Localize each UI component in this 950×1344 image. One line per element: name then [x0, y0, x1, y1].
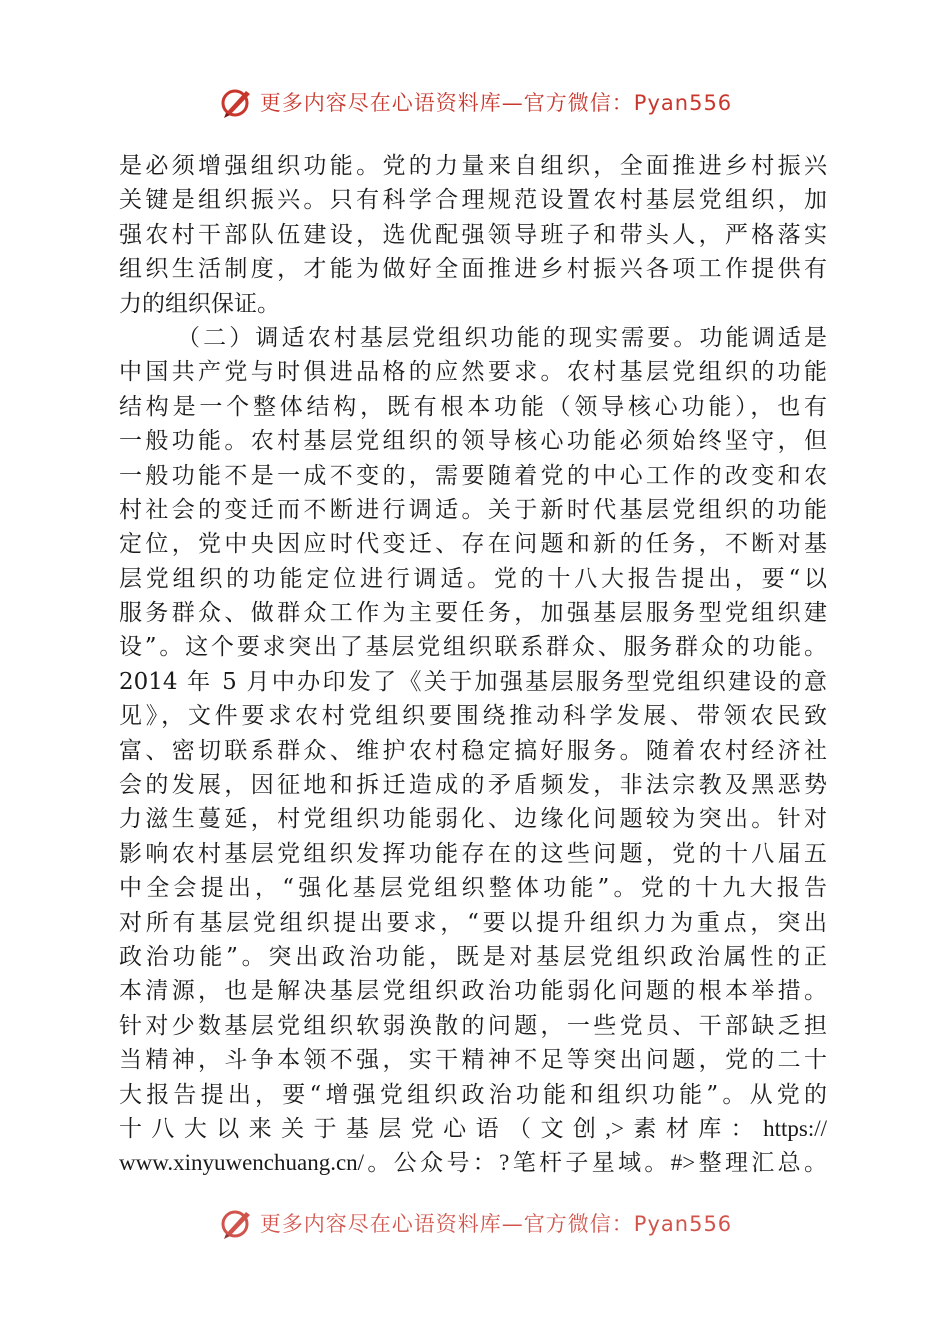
text-line: 力滋生蔓延，村党组织功能弱化、边缘化问题较为突出。针对 [119, 806, 827, 833]
pen-logo-icon [218, 1206, 254, 1240]
text-line: 村社会的变迁而不断进行调适。关于新时代基层党组织的功能 [119, 496, 827, 523]
text-line: 2014 年 5 月中办印发了《关于加强基层服务型党组织建设的意 [119, 668, 827, 695]
text-line: 关键是组织振兴。只有科学合理规范设置农村基层党组织，加 [119, 187, 827, 214]
header-banner [0, 82, 950, 122]
text-line: 结构是一个整体结构，既有根本功能（领导核心功能），也有 [119, 393, 827, 420]
text-line: 力的组织保证。 [119, 290, 280, 317]
text-line: 组织生活制度，才能为做好全面推进乡村振兴各项工作提供有 [119, 256, 827, 283]
text-line: 十八大以来关于基层党心语（文创,>素材库：https:// [119, 1115, 827, 1141]
text-line: 影响农村基层党组织发挥功能存在的这些问题，党的十八届五 [119, 840, 827, 867]
text-line: 强农村干部队伍建设，选优配强领导班子和带头人，严格落实 [119, 221, 827, 248]
text-line: 针对少数基层党组织软弱涣散的问题，一些党员、干部缺乏担 [119, 1012, 827, 1039]
text-line: 会的发展，因征地和拆迁造成的矛盾频发，非法宗教及黑恶势 [119, 772, 827, 799]
footer-banner [0, 1203, 950, 1243]
text-line: 一般功能。农村基层党组织的领导核心功能必须始终坚守，但 [119, 428, 827, 455]
text-line: 设”。这个要求突出了基层党组织联系群众、服务群众的功能。 [119, 634, 827, 661]
text-line: 富、密切联系群众、维护农村稳定搞好服务。随着农村经济社 [119, 737, 827, 764]
text-line: 中全会提出，“强化基层党组织整体功能”。党的十九大报告 [119, 875, 827, 902]
header-banner-text: 更多内容尽在心语资料库—官方微信：Pyan556 [259, 91, 733, 115]
text-line: www.xinyuwenchuang.cn/。公众号：?笔杆子星域。#>整理汇总。 [119, 1150, 827, 1176]
text-line: 一般功能不是一成不变的，需要随着党的中心工作的改变和农 [119, 462, 827, 489]
text-line: 层党组织的功能定位进行调适。党的十八大报告提出，要“以 [119, 565, 827, 592]
text-line: 服务群众、做群众工作为主要任务，加强基层服务型党组织建 [119, 600, 827, 627]
text-line: 政治功能”。突出政治功能，既是对基层党组织政治属性的正 [119, 943, 827, 970]
text-line: 对所有基层党组织提出要求，“要以提升组织力为重点，突出 [119, 909, 827, 936]
text-line: 是必须增强组织功能。党的力量来自组织，全面推进乡村振兴 [119, 153, 827, 179]
text-line: 大报告提出，要“增强党组织政治功能和组织功能”。从党的 [119, 1081, 827, 1108]
footer-banner-text: 更多内容尽在心语资料库—官方微信：Pyan556 [259, 1212, 733, 1236]
text-line: 当精神，斗争本领不强，实干精神不足等突出问题，党的二十 [119, 1047, 827, 1074]
text-line: 定位，党中央因应时代变迁、存在问题和新的任务，不断对基 [119, 531, 827, 558]
text-line: 见》，文件要求农村党组织要围绕推动科学发展、带领农民致 [119, 703, 827, 730]
pen-logo-icon [218, 85, 254, 119]
section-heading-line: （二）调适农村基层党组织功能的现实需要。功能调适是 [177, 324, 827, 351]
document-body [119, 149, 827, 1181]
text-line: 中国共产党与时俱进品格的应然要求。农村基层党组织的功能 [119, 359, 827, 386]
text-line: 本清源，也是解决基层党组织政治功能弱化问题的根本举措。 [119, 978, 827, 1005]
